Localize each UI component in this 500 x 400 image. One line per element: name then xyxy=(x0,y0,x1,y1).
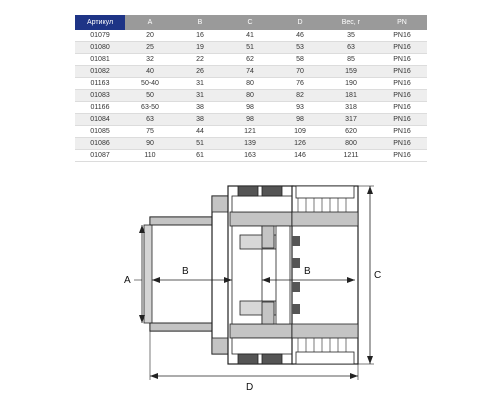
table-cell: 46 xyxy=(275,30,325,42)
table-cell: 01166 xyxy=(75,102,125,114)
table-cell: PN16 xyxy=(377,150,427,162)
table-cell: 63 xyxy=(325,42,377,54)
header-pn: PN xyxy=(377,15,427,30)
table-cell: 82 xyxy=(275,90,325,102)
table-cell: 50-40 xyxy=(125,78,175,90)
table-cell: PN16 xyxy=(377,90,427,102)
table-cell: 75 xyxy=(125,126,175,138)
header-a: A xyxy=(125,15,175,30)
table-cell: PN16 xyxy=(377,42,427,54)
table-cell: 25 xyxy=(125,42,175,54)
header-weight: Вес, г xyxy=(325,15,377,30)
dimension-b-left-label: B xyxy=(182,266,189,277)
table-cell: 318 xyxy=(325,102,377,114)
header-c: C xyxy=(225,15,275,30)
table-cell: 110 xyxy=(125,150,175,162)
table-cell: 53 xyxy=(275,42,325,54)
right-union-nut xyxy=(292,186,358,364)
table-cell: 01085 xyxy=(75,126,125,138)
table-cell: 35 xyxy=(325,30,377,42)
table-cell: 146 xyxy=(275,150,325,162)
table-cell: 41 xyxy=(225,30,275,42)
table-cell: 01087 xyxy=(75,150,125,162)
table-cell: PN16 xyxy=(377,126,427,138)
dimension-a-label: A xyxy=(124,275,131,286)
left-socket xyxy=(144,217,214,331)
table-cell: 90 xyxy=(125,138,175,150)
table-cell: 121 xyxy=(225,126,275,138)
table-cell: 109 xyxy=(275,126,325,138)
table-cell: PN16 xyxy=(377,78,427,90)
table-cell: 38 xyxy=(175,102,225,114)
table-cell: PN16 xyxy=(377,54,427,66)
table-cell: 80 xyxy=(225,78,275,90)
table-cell: PN16 xyxy=(377,102,427,114)
table-cell: 20 xyxy=(125,30,175,42)
table-cell: 01163 xyxy=(75,78,125,90)
table-cell: 63 xyxy=(125,114,175,126)
table-cell: 63-50 xyxy=(125,102,175,114)
table-cell: 76 xyxy=(275,78,325,90)
dimension-c xyxy=(358,186,381,364)
table-cell: 62 xyxy=(225,54,275,66)
table-cell: 38 xyxy=(175,114,225,126)
table-cell: 50 xyxy=(125,90,175,102)
table-cell: 93 xyxy=(275,102,325,114)
table-cell: 40 xyxy=(125,66,175,78)
table-cell: 98 xyxy=(275,114,325,126)
table-cell: PN16 xyxy=(377,138,427,150)
table-cell: 126 xyxy=(275,138,325,150)
dimension-b-right-label: B xyxy=(304,266,311,277)
table-cell: 1211 xyxy=(325,150,377,162)
table-cell: 70 xyxy=(275,66,325,78)
table-cell: 139 xyxy=(225,138,275,150)
table-cell: 800 xyxy=(325,138,377,150)
table-cell: PN16 xyxy=(377,66,427,78)
dimension-a xyxy=(124,225,145,323)
header-article: Артикул xyxy=(75,15,125,30)
table-cell: 01084 xyxy=(75,114,125,126)
table-cell: 01086 xyxy=(75,138,125,150)
table-cell: PN16 xyxy=(377,30,427,42)
internal-sections xyxy=(230,186,292,364)
table-cell: 620 xyxy=(325,126,377,138)
table-cell: 26 xyxy=(175,66,225,78)
table-cell: 01082 xyxy=(75,66,125,78)
table-cell: 190 xyxy=(325,78,377,90)
table-cell: 16 xyxy=(175,30,225,42)
table-cell: 01081 xyxy=(75,54,125,66)
dimension-d-label: D xyxy=(246,382,254,393)
table-cell: 31 xyxy=(175,90,225,102)
table-cell: 32 xyxy=(125,54,175,66)
table-cell: PN16 xyxy=(377,114,427,126)
table-cell: 317 xyxy=(325,114,377,126)
table-cell: 80 xyxy=(225,90,275,102)
table-cell: 74 xyxy=(225,66,275,78)
table-cell: 181 xyxy=(325,90,377,102)
table-cell: 01079 xyxy=(75,30,125,42)
table-cell: 159 xyxy=(325,66,377,78)
table-cell: 163 xyxy=(225,150,275,162)
table-cell: 31 xyxy=(175,78,225,90)
table-cell: 98 xyxy=(225,114,275,126)
table-cell: 85 xyxy=(325,54,377,66)
table-cell: 98 xyxy=(225,102,275,114)
table-cell: 58 xyxy=(275,54,325,66)
table-cell: 01083 xyxy=(75,90,125,102)
table-cell: 01080 xyxy=(75,42,125,54)
table-cell: 51 xyxy=(175,138,225,150)
table-cell: 22 xyxy=(175,54,225,66)
header-d: D xyxy=(275,15,325,30)
table-cell: 51 xyxy=(225,42,275,54)
dimension-c-label: C xyxy=(374,270,382,281)
table-cell: 19 xyxy=(175,42,225,54)
header-b: B xyxy=(175,15,225,30)
table-cell: 44 xyxy=(175,126,225,138)
table-cell: 61 xyxy=(175,150,225,162)
